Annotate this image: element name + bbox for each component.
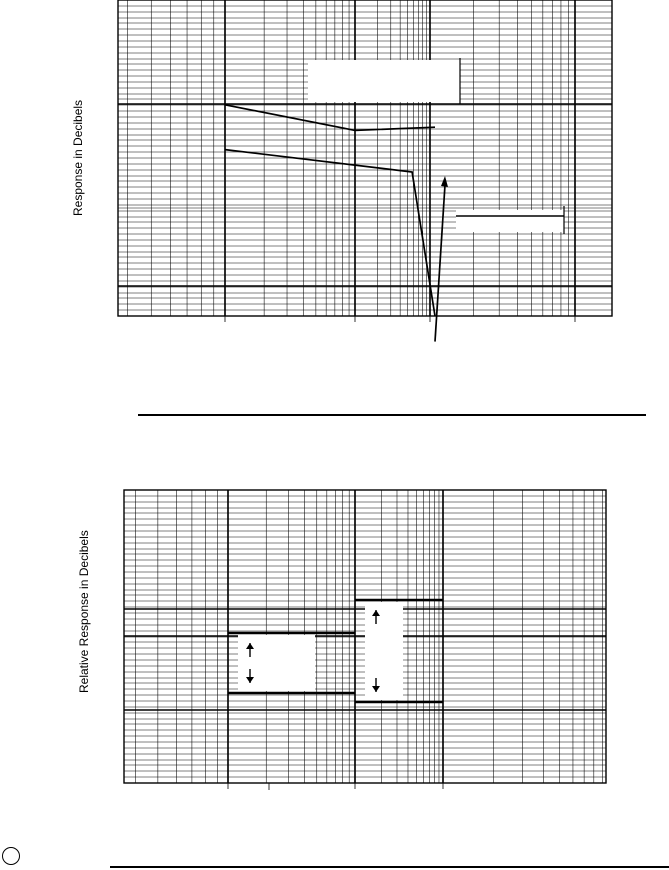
tolerance-window — [365, 602, 403, 700]
top-label-box — [456, 210, 564, 232]
bottom-chart-y-axis-label: Relative Response in Decibels — [77, 530, 91, 693]
section-divider-rule — [138, 414, 646, 416]
top-chart-marks — [225, 58, 564, 342]
top-chart-grid — [118, 0, 612, 322]
top-chart-y-axis-label: Response in Decibels — [71, 99, 85, 216]
lower-limit-curve — [225, 150, 435, 316]
circle-mark-icon — [2, 847, 20, 865]
footer-rule — [110, 866, 669, 868]
upper-limit-curve — [225, 105, 435, 131]
cutoff-arrow-icon — [441, 176, 448, 187]
top-label-box — [308, 60, 460, 102]
